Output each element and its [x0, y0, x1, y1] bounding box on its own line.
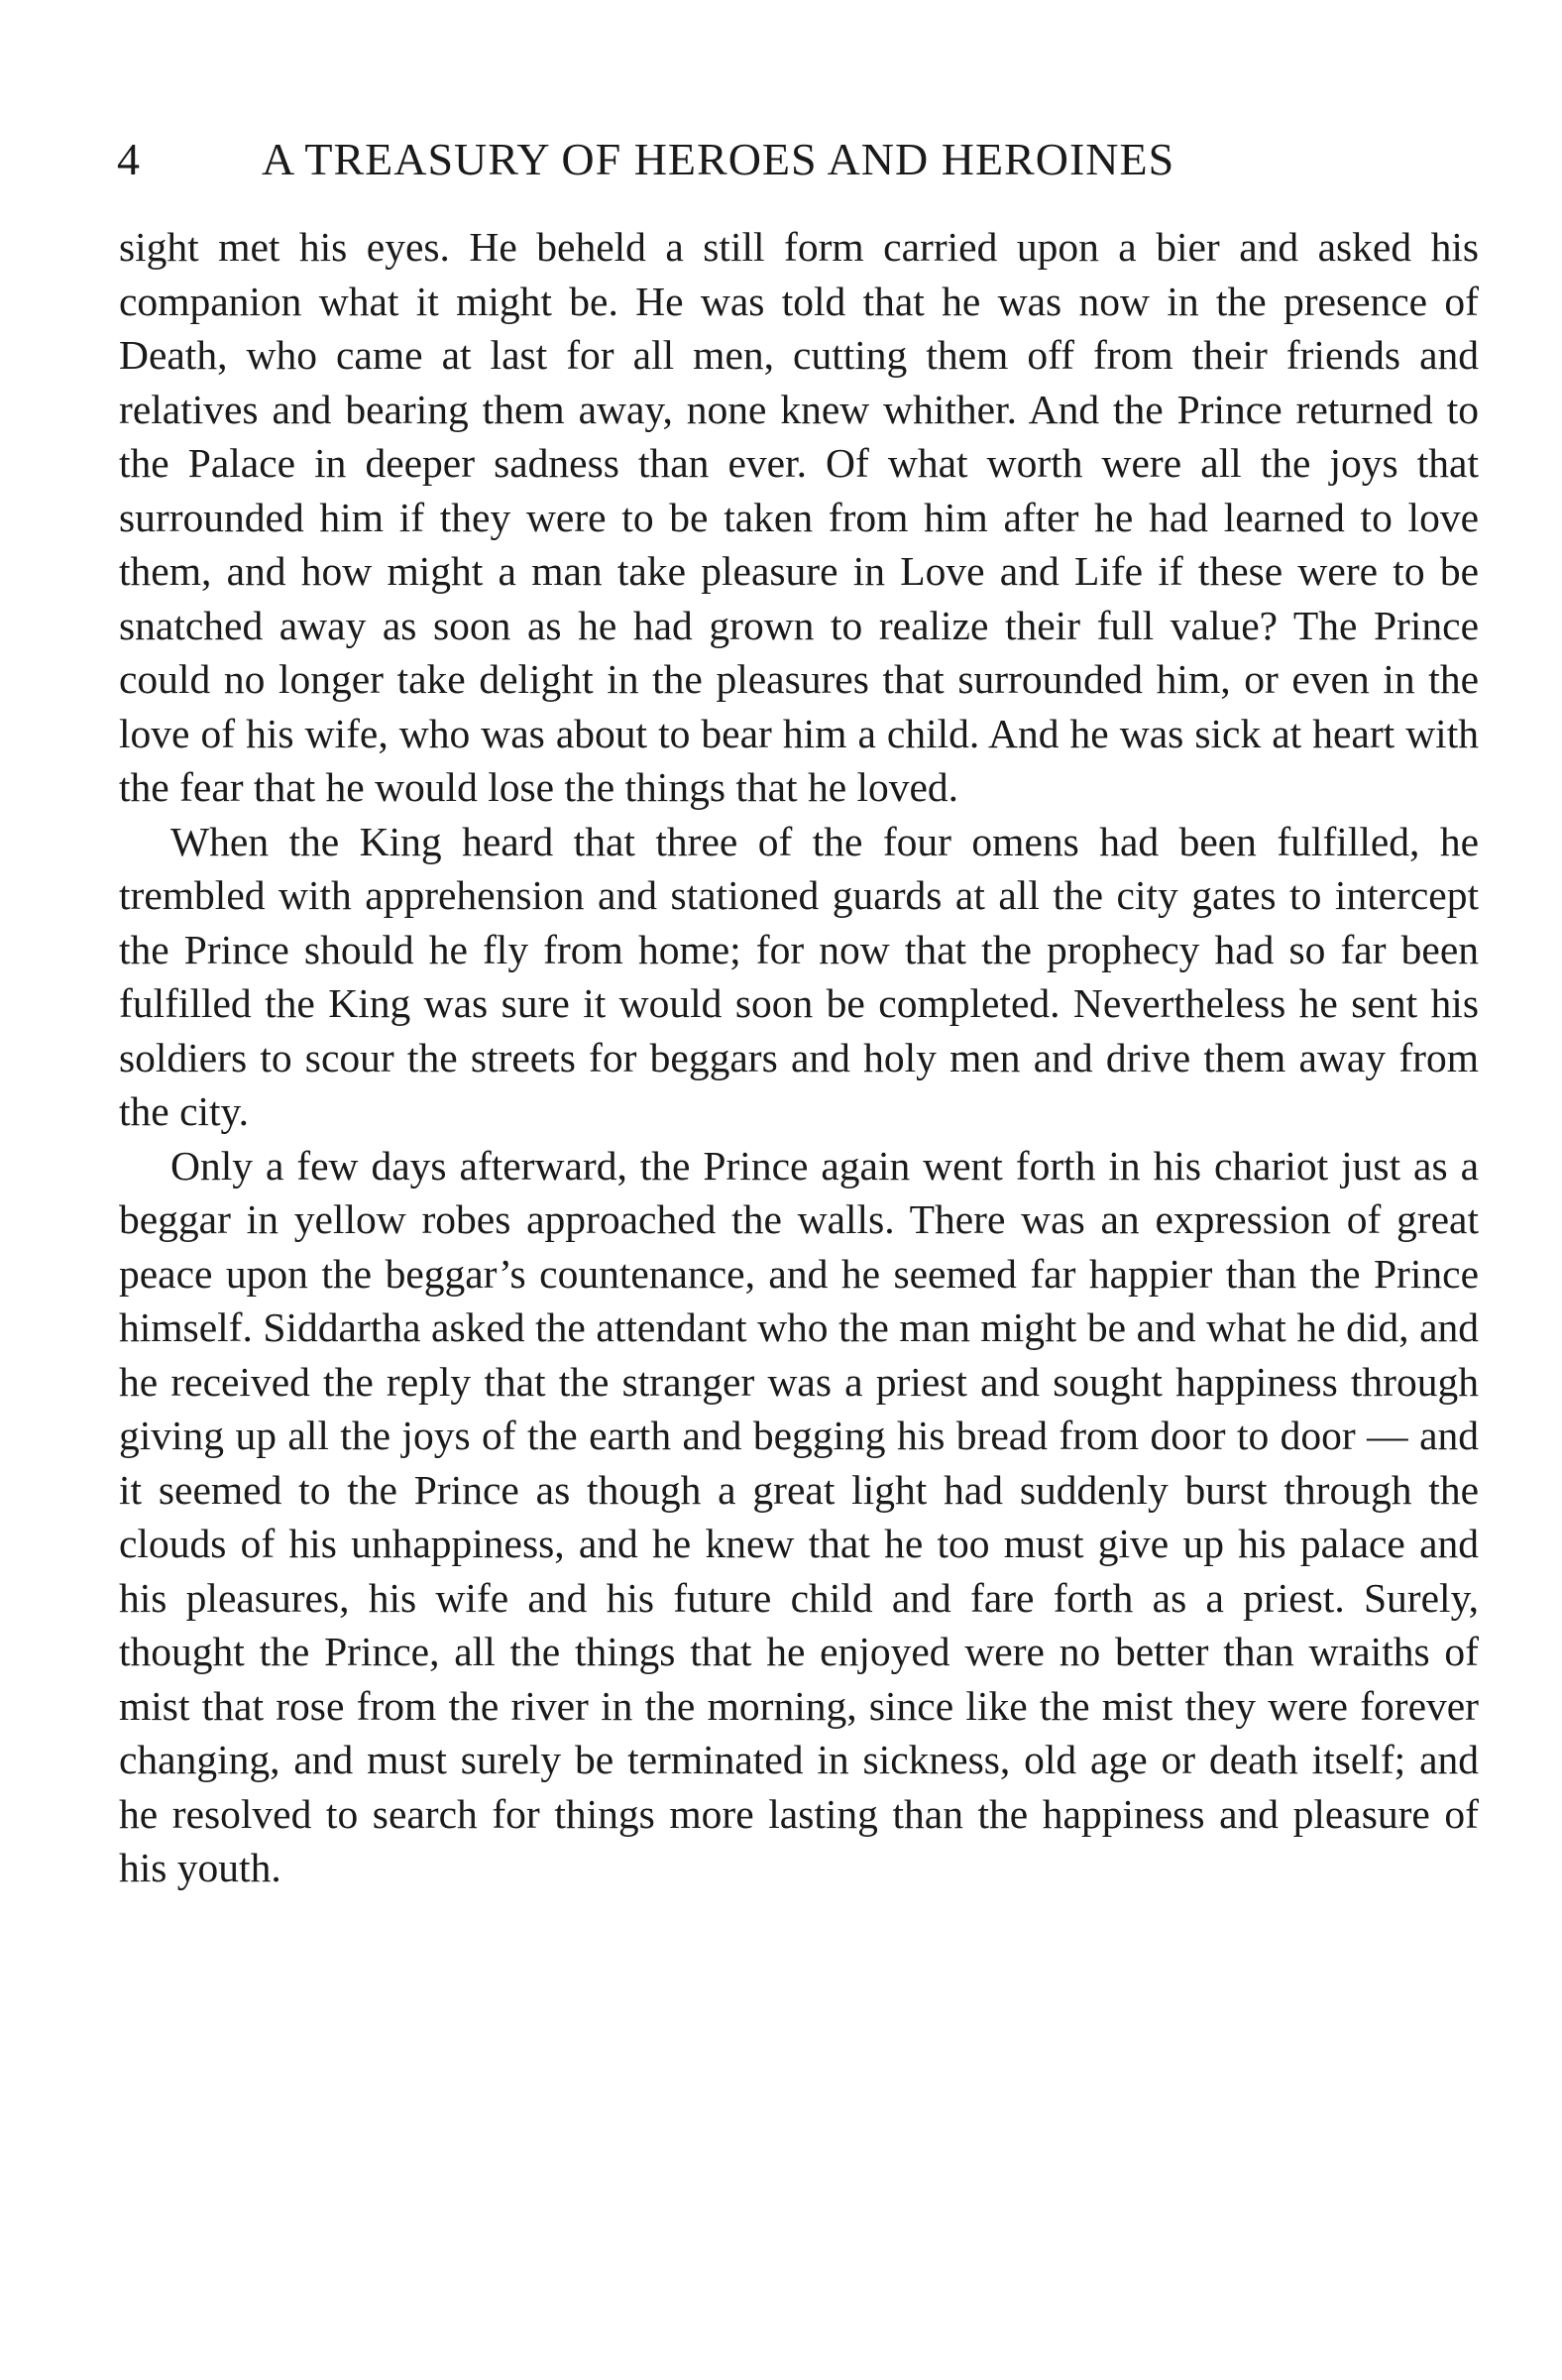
paragraph-continuation: sight met his eyes. He beheld a still form carried upon a bier and asked his companion what it might be. He was told that he was now in the presence of Death, who came at last for all men, cutting them off from their friends and relatives and bearing them away, none knew whither. And the Prince returned to the Palace in deeper sadness than ever. Of what worth were all the joys that surrounded him if they were to be taken from him after he had learned to love them, and how might a man take pleasure in Love and Life if these were to be snatched away as soon as he had grown to realize their full value? The Prince could no longer take delight in the pleasures that surrounded him, or even in the love of his wife, who was about to bear him a child. And he was sick at heart with the fear that he would lose the things that he loved.: [119, 224, 1479, 810]
running-head: [117, 127, 1477, 198]
page-number: 4: [117, 134, 140, 184]
body-text: [119, 220, 1479, 1895]
paragraph-beggar-priest: Only a few days afterward, the Prince again went forth in his chariot just as a beggar in yellow robes approached the walls. There was an expression of great peace upon the beggar’s countenance, and he seemed far happier than the Prince himself. Siddartha asked the attendant who the man might be and what he did, and he received the reply that the stranger was a priest and sought happiness through giving up all the joys of the earth and begging his bread from door to door — and it seemed to the Prince as though a great light had suddenly burst through the clouds of his unhappiness, and he knew that he too must give up his palace and his pleasures, his wife and his future child and fare forth as a priest. Surely, thought the Prince, all the things that he enjoyed were no better than wraiths of mist that rose from the river in the morning, since like the mist they were forever changing, and must surely be terminated in sickness, old age or death itself; and he resolved to search for things more lasting than the happiness and pleasure of his youth.: [119, 1142, 1479, 1890]
paragraph-king-omens: When the King heard that three of the four omens had been fulfilled, he trembled with apprehension and stationed guards at all the city gates to intercept the Prince should he fly from home; for now that the prophecy had so far been fulfilled the King was sure it would soon be completed. Nevertheless he sent his soldiers to scour the streets for beggars and holy men and drive them away from the city.: [119, 818, 1479, 1134]
running-title: A TREASURY OF HEROES AND HEROINES: [262, 134, 1175, 184]
